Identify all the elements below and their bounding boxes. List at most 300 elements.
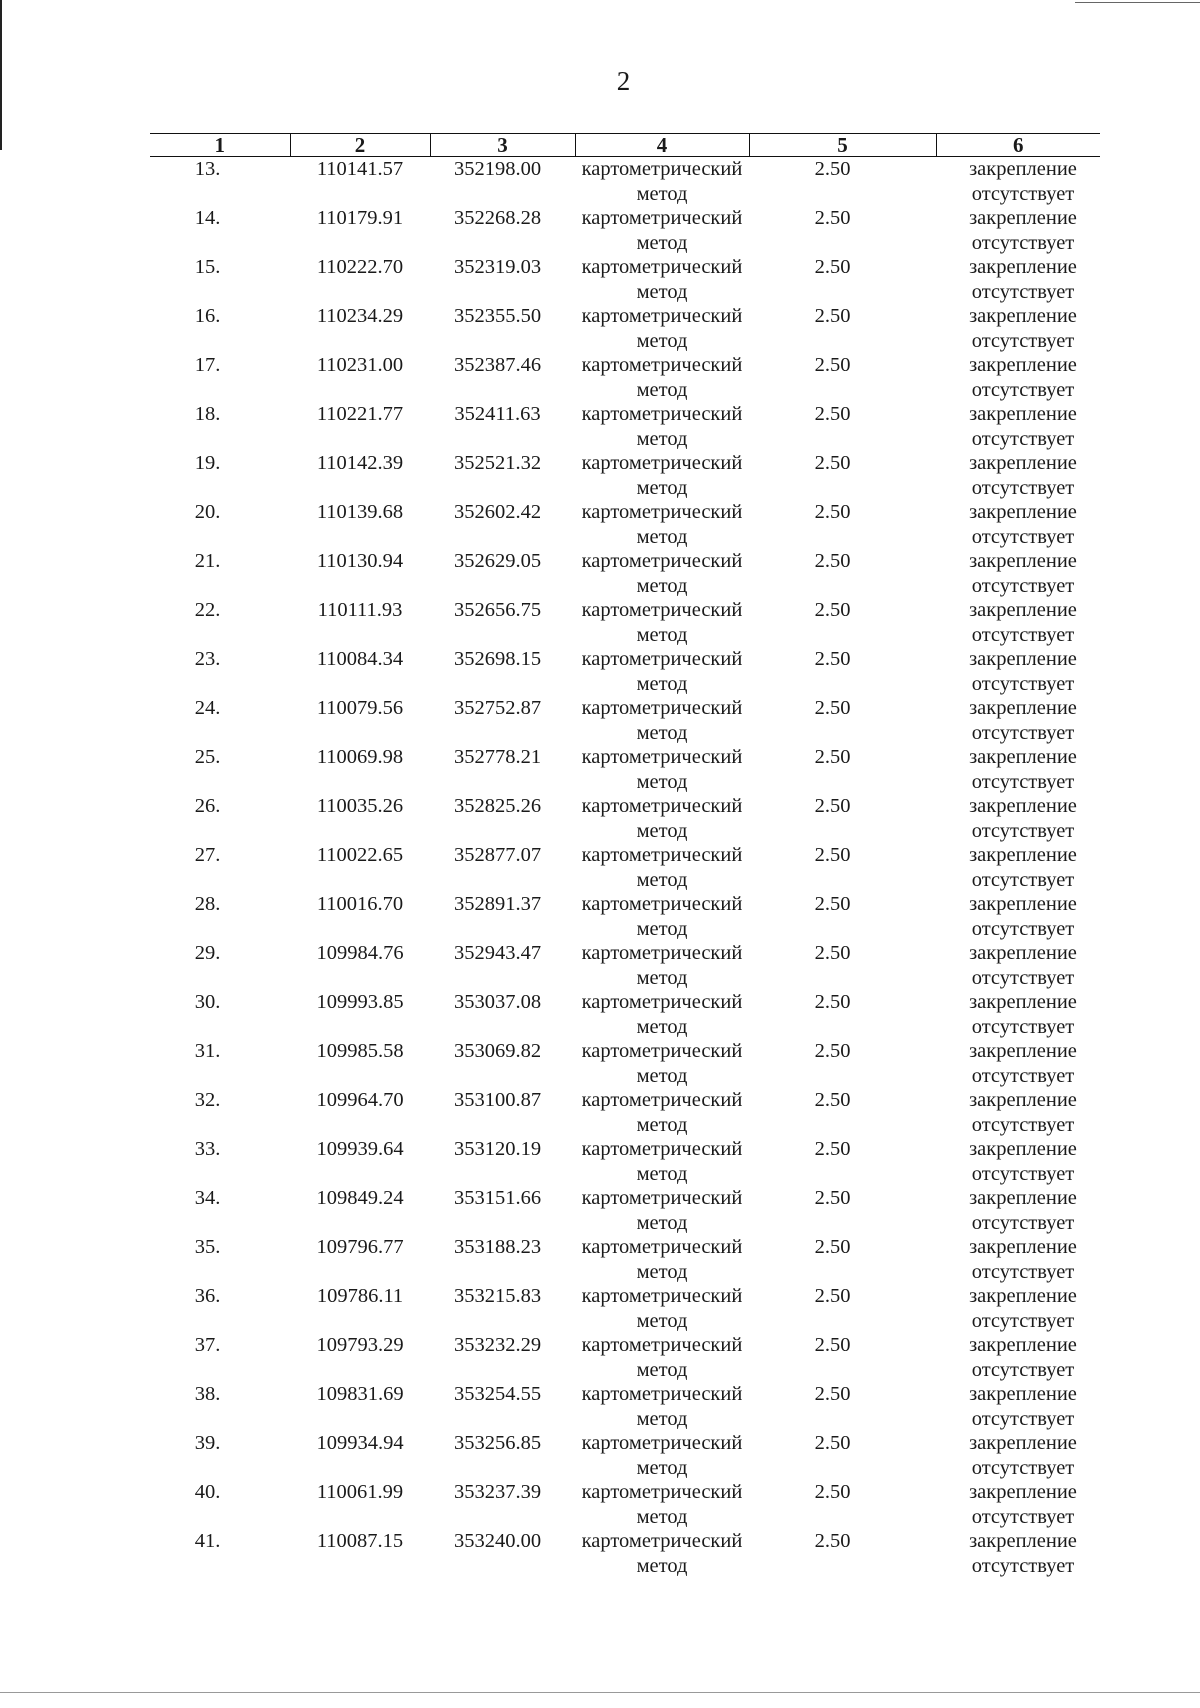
method-line-1: картометрический [581, 648, 743, 670]
accuracy-value: 2.50 [814, 1187, 851, 1209]
table-row [150, 941, 1100, 990]
coord-y: 353188.23 [453, 1236, 542, 1258]
coord-y: 352602.42 [453, 501, 542, 523]
coord-y: 353120.19 [453, 1138, 542, 1160]
coord-x: 110179.91 [316, 207, 404, 229]
accuracy-value: 2.50 [814, 648, 851, 670]
method-line-1: картометрический [581, 403, 743, 425]
method-cell [575, 1235, 749, 1284]
point-number: 37. [194, 1334, 221, 1356]
fixation-cell [936, 402, 1100, 451]
method-line-1: картометрический [581, 207, 743, 229]
fixation-line-2: отсутствует [971, 1309, 1075, 1332]
fixation-line-2: отсутствует [971, 378, 1075, 401]
header-col-2: 2 [290, 134, 430, 157]
coord-x: 109796.77 [316, 1236, 404, 1258]
fixation-line-1: закрепление [969, 1334, 1077, 1356]
table-row [150, 255, 1100, 304]
accuracy-value: 2.50 [814, 207, 851, 229]
fixation-cell [936, 304, 1100, 353]
point-number: 17. [194, 354, 221, 376]
coord-x: 110231.00 [316, 354, 404, 376]
method-line-1: картометрический [581, 697, 743, 719]
fixation-line-2: отсутствует [971, 770, 1075, 793]
point-number: 27. [194, 844, 221, 866]
coord-x: 109993.85 [316, 991, 404, 1013]
table-row [150, 157, 1100, 207]
method-cell [575, 794, 749, 843]
coord-y: 353254.55 [453, 1383, 542, 1405]
coord-x: 109786.11 [316, 1285, 404, 1307]
page-number: 2 [616, 66, 631, 96]
scan-edge-top [1075, 2, 1200, 3]
fixation-cell [936, 255, 1100, 304]
method-cell [575, 1529, 749, 1578]
fixation-line-1: закрепление [969, 1089, 1077, 1111]
coord-x: 110087.15 [316, 1530, 404, 1552]
fixation-cell [936, 1431, 1100, 1480]
fixation-cell [936, 500, 1100, 549]
coord-x: 109964.70 [316, 1089, 404, 1111]
accuracy-value: 2.50 [814, 1040, 851, 1062]
table-row [150, 1088, 1100, 1137]
method-line-1: картометрический [581, 158, 743, 180]
method-line-2: метод [636, 1113, 688, 1136]
point-number: 30. [194, 991, 221, 1013]
fixation-line-2: отсутствует [971, 427, 1075, 450]
fixation-line-2: отсутствует [971, 231, 1075, 254]
fixation-cell [936, 1480, 1100, 1529]
fixation-line-1: закрепление [969, 795, 1077, 817]
table-row [150, 304, 1100, 353]
method-line-2: метод [636, 476, 688, 499]
accuracy-value: 2.50 [814, 305, 851, 327]
method-cell [575, 1431, 749, 1480]
point-number: 31. [194, 1040, 221, 1062]
coord-y: 352355.50 [453, 305, 542, 327]
point-number: 25. [194, 746, 221, 768]
accuracy-value: 2.50 [814, 550, 851, 572]
method-line-2: метод [636, 623, 688, 646]
accuracy-value: 2.50 [814, 1334, 851, 1356]
fixation-cell [936, 157, 1100, 207]
fixation-line-1: закрепление [969, 1187, 1077, 1209]
method-cell [575, 1137, 749, 1186]
accuracy-value: 2.50 [814, 403, 851, 425]
fixation-cell [936, 1088, 1100, 1137]
fixation-line-2: отсутствует [971, 525, 1075, 548]
fixation-line-2: отсутствует [971, 1358, 1075, 1381]
accuracy-value: 2.50 [814, 1481, 851, 1503]
fixation-line-1: закрепление [969, 1138, 1077, 1160]
method-line-2: метод [636, 231, 688, 254]
coord-y: 352319.03 [453, 256, 542, 278]
table-row [150, 990, 1100, 1039]
fixation-line-2: отсутствует [971, 868, 1075, 891]
method-cell [575, 647, 749, 696]
method-line-2: метод [636, 280, 688, 303]
point-number: 41. [194, 1530, 221, 1552]
method-line-2: метод [636, 427, 688, 450]
fixation-cell [936, 1039, 1100, 1088]
fixation-line-2: отсутствует [971, 1554, 1075, 1577]
fixation-line-1: закрепление [969, 1481, 1077, 1503]
method-line-2: метод [636, 1064, 688, 1087]
point-number: 28. [194, 893, 221, 915]
fixation-cell [936, 892, 1100, 941]
table-row [150, 1235, 1100, 1284]
fixation-line-1: закрепление [969, 746, 1077, 768]
point-number: 13. [194, 158, 221, 180]
fixation-line-2: отсутствует [971, 1456, 1075, 1479]
method-line-1: картометрический [581, 746, 743, 768]
accuracy-value: 2.50 [814, 1285, 851, 1307]
method-cell [575, 1186, 749, 1235]
fixation-line-2: отсутствует [971, 329, 1075, 352]
coord-x: 110069.98 [316, 746, 404, 768]
fixation-line-1: закрепление [969, 844, 1077, 866]
fixation-cell [936, 1284, 1100, 1333]
method-line-1: картометрический [581, 942, 743, 964]
fixation-line-2: отсутствует [971, 1505, 1075, 1528]
method-cell [575, 206, 749, 255]
method-line-1: картометрический [581, 795, 743, 817]
method-line-1: картометрический [581, 1383, 743, 1405]
method-line-1: картометрический [581, 991, 743, 1013]
method-line-2: метод [636, 1211, 688, 1234]
point-number: 39. [194, 1432, 221, 1454]
method-line-1: картометрический [581, 599, 743, 621]
method-line-2: метод [636, 1554, 688, 1577]
fixation-cell [936, 1333, 1100, 1382]
table-row [150, 353, 1100, 402]
fixation-cell [936, 941, 1100, 990]
point-number: 38. [194, 1383, 221, 1405]
coord-y: 352198.00 [453, 158, 542, 180]
coord-y: 353237.39 [453, 1481, 542, 1503]
accuracy-value: 2.50 [814, 844, 851, 866]
method-line-2: метод [636, 1309, 688, 1332]
coord-y: 352387.46 [453, 354, 542, 376]
method-line-2: метод [636, 574, 688, 597]
fixation-line-1: закрепление [969, 452, 1077, 474]
header-col-5: 5 [749, 134, 936, 157]
coord-y: 352411.63 [454, 403, 541, 425]
fixation-line-1: закрепление [969, 599, 1077, 621]
fixation-line-2: отсутствует [971, 1407, 1075, 1430]
point-number: 16. [194, 305, 221, 327]
fixation-line-1: закрепление [969, 403, 1077, 425]
coord-x: 110079.56 [316, 697, 404, 719]
fixation-cell [936, 1137, 1100, 1186]
accuracy-value: 2.50 [814, 795, 851, 817]
fixation-cell [936, 696, 1100, 745]
accuracy-value: 2.50 [814, 158, 851, 180]
table-row [150, 794, 1100, 843]
header-col-3: 3 [430, 134, 575, 157]
coord-x: 110016.70 [316, 893, 404, 915]
accuracy-value: 2.50 [814, 746, 851, 768]
method-cell [575, 843, 749, 892]
coord-y: 352825.26 [453, 795, 542, 817]
table-row [150, 647, 1100, 696]
coord-y: 352943.47 [453, 942, 542, 964]
table-row [150, 598, 1100, 647]
point-number: 26. [194, 795, 221, 817]
fixation-line-2: отсутствует [971, 1064, 1075, 1087]
table-row [150, 1480, 1100, 1529]
fixation-line-2: отсутствует [971, 672, 1075, 695]
method-line-2: метод [636, 1015, 688, 1038]
method-line-2: метод [636, 917, 688, 940]
fixation-cell [936, 353, 1100, 402]
fixation-line-2: отсутствует [971, 1113, 1075, 1136]
fixation-line-1: закрепление [969, 305, 1077, 327]
fixation-line-1: закрепление [969, 501, 1077, 523]
coord-x: 109985.58 [316, 1040, 404, 1062]
method-cell [575, 1039, 749, 1088]
coord-x: 110061.99 [316, 1481, 404, 1503]
scan-edge-bottom [0, 1692, 1200, 1693]
coord-x: 110142.39 [316, 452, 404, 474]
fixation-cell [936, 598, 1100, 647]
accuracy-value: 2.50 [814, 1530, 851, 1552]
accuracy-value: 2.50 [814, 354, 851, 376]
fixation-line-1: закрепление [969, 1530, 1077, 1552]
method-line-2: метод [636, 770, 688, 793]
method-line-1: картометрический [581, 354, 743, 376]
fixation-cell [936, 843, 1100, 892]
table-row [150, 1186, 1100, 1235]
coord-x: 109849.24 [316, 1187, 404, 1209]
coord-x: 110111.93 [317, 599, 403, 621]
table-row [150, 500, 1100, 549]
point-number: 14. [194, 207, 221, 229]
method-cell [575, 255, 749, 304]
fixation-line-2: отсутствует [971, 1211, 1075, 1234]
method-cell [575, 1382, 749, 1431]
method-line-1: картометрический [581, 550, 743, 572]
coord-y: 352521.32 [453, 452, 542, 474]
fixation-cell [936, 1186, 1100, 1235]
accuracy-value: 2.50 [814, 697, 851, 719]
method-cell [575, 1088, 749, 1137]
table-row [150, 1431, 1100, 1480]
method-cell [575, 157, 749, 207]
table-row [150, 549, 1100, 598]
coord-y: 352656.75 [453, 599, 542, 621]
fixation-cell [936, 549, 1100, 598]
coord-y: 352268.28 [453, 207, 542, 229]
fixation-line-1: закрепление [969, 697, 1077, 719]
header-col-1: 1 [150, 134, 290, 157]
method-line-1: картометрический [581, 1040, 743, 1062]
method-line-1: картометрический [581, 893, 743, 915]
fixation-cell [936, 794, 1100, 843]
table-row [150, 1284, 1100, 1333]
fixation-line-1: закрепление [969, 1285, 1077, 1307]
coordinates-table [150, 133, 1100, 1578]
table-row [150, 451, 1100, 500]
fixation-line-1: закрепление [969, 1432, 1077, 1454]
point-number: 36. [194, 1285, 221, 1307]
header-row [150, 134, 1100, 157]
accuracy-value: 2.50 [814, 1089, 851, 1111]
coord-x: 109831.69 [316, 1383, 404, 1405]
table-row [150, 402, 1100, 451]
method-line-2: метод [636, 1407, 688, 1430]
accuracy-value: 2.50 [814, 1432, 851, 1454]
fixation-line-1: закрепление [969, 648, 1077, 670]
coord-x: 109984.76 [316, 942, 404, 964]
table-row [150, 206, 1100, 255]
point-number: 33. [194, 1138, 221, 1160]
fixation-line-1: закрепление [969, 256, 1077, 278]
method-line-1: картометрический [581, 844, 743, 866]
method-line-1: картометрический [581, 1187, 743, 1209]
point-number: 22. [194, 599, 221, 621]
coord-y: 352698.15 [453, 648, 542, 670]
coord-y: 353240.00 [453, 1530, 542, 1552]
method-line-2: метод [636, 182, 688, 205]
method-line-1: картометрический [581, 1334, 743, 1356]
accuracy-value: 2.50 [814, 1383, 851, 1405]
method-line-2: метод [636, 1260, 688, 1283]
accuracy-value: 2.50 [814, 991, 851, 1013]
fixation-cell [936, 1529, 1100, 1578]
fixation-line-1: закрепление [969, 1236, 1077, 1258]
fixation-line-2: отсутствует [971, 280, 1075, 303]
method-line-1: картометрический [581, 452, 743, 474]
fixation-line-2: отсутствует [971, 1162, 1075, 1185]
point-number: 21. [194, 550, 221, 572]
method-cell [575, 892, 749, 941]
fixation-line-2: отсутствует [971, 721, 1075, 744]
table-row [150, 696, 1100, 745]
method-line-2: метод [636, 1358, 688, 1381]
fixation-cell [936, 451, 1100, 500]
method-cell [575, 1284, 749, 1333]
fixation-line-2: отсутствует [971, 476, 1075, 499]
coord-x: 110221.77 [316, 403, 404, 425]
header-col-6: 6 [936, 134, 1100, 157]
coord-x: 110035.26 [316, 795, 404, 817]
method-line-2: метод [636, 1456, 688, 1479]
point-number: 19. [194, 452, 221, 474]
accuracy-value: 2.50 [814, 893, 851, 915]
fixation-cell [936, 745, 1100, 794]
fixation-line-1: закрепление [969, 158, 1077, 180]
method-line-2: метод [636, 1162, 688, 1185]
point-number: 35. [194, 1236, 221, 1258]
accuracy-value: 2.50 [814, 1236, 851, 1258]
table-row [150, 1137, 1100, 1186]
fixation-line-1: закрепление [969, 1383, 1077, 1405]
coord-x: 110234.29 [316, 305, 404, 327]
method-cell [575, 451, 749, 500]
coord-y: 352752.87 [453, 697, 542, 719]
method-line-1: картометрический [581, 1481, 743, 1503]
method-line-2: метод [636, 378, 688, 401]
fixation-line-2: отсутствует [971, 917, 1075, 940]
method-cell [575, 696, 749, 745]
table-body [150, 157, 1100, 1579]
coord-x: 110022.65 [316, 844, 404, 866]
table-row [150, 1333, 1100, 1382]
fixation-line-1: закрепление [969, 354, 1077, 376]
coord-y: 353100.87 [453, 1089, 542, 1111]
method-cell [575, 500, 749, 549]
method-cell [575, 304, 749, 353]
method-line-2: метод [636, 1505, 688, 1528]
point-number: 18. [194, 403, 221, 425]
method-cell [575, 990, 749, 1039]
point-number: 40. [194, 1481, 221, 1503]
method-line-2: метод [636, 525, 688, 548]
coord-y: 352891.37 [453, 893, 542, 915]
table-row [150, 843, 1100, 892]
method-line-1: картометрический [581, 1285, 743, 1307]
coord-y: 353256.85 [453, 1432, 542, 1454]
accuracy-value: 2.50 [814, 942, 851, 964]
fixation-line-1: закрепление [969, 942, 1077, 964]
method-line-1: картометрический [581, 1138, 743, 1160]
point-number: 20. [194, 501, 221, 523]
coord-y: 353069.82 [453, 1040, 542, 1062]
fixation-line-2: отсутствует [971, 1015, 1075, 1038]
accuracy-value: 2.50 [814, 452, 851, 474]
fixation-line-2: отсутствует [971, 1260, 1075, 1283]
fixation-line-2: отсутствует [971, 182, 1075, 205]
method-cell [575, 1480, 749, 1529]
fixation-line-2: отсутствует [971, 966, 1075, 989]
fixation-cell [936, 647, 1100, 696]
fixation-cell [936, 990, 1100, 1039]
fixation-line-1: закрепление [969, 207, 1077, 229]
method-cell [575, 402, 749, 451]
method-line-1: картометрический [581, 305, 743, 327]
fixation-line-1: закрепление [969, 893, 1077, 915]
header-col-4: 4 [575, 134, 749, 157]
coord-x: 110222.70 [316, 256, 404, 278]
method-line-2: метод [636, 819, 688, 842]
table-header [150, 134, 1100, 157]
accuracy-value: 2.50 [814, 501, 851, 523]
accuracy-value: 2.50 [814, 1138, 851, 1160]
fixation-line-2: отсутствует [971, 819, 1075, 842]
table-row [150, 892, 1100, 941]
fixation-cell [936, 206, 1100, 255]
point-number: 34. [194, 1187, 221, 1209]
method-cell [575, 353, 749, 402]
coord-x: 109793.29 [316, 1334, 404, 1356]
method-line-1: картометрический [581, 1089, 743, 1111]
method-cell [575, 549, 749, 598]
coord-x: 110139.68 [316, 501, 404, 523]
fixation-cell [936, 1382, 1100, 1431]
method-line-1: картометрический [581, 1530, 743, 1552]
method-line-2: метод [636, 966, 688, 989]
point-number: 24. [194, 697, 221, 719]
accuracy-value: 2.50 [814, 599, 851, 621]
method-line-2: метод [636, 672, 688, 695]
method-cell [575, 941, 749, 990]
method-cell [575, 745, 749, 794]
coord-y: 353232.29 [453, 1334, 542, 1356]
coord-y: 352629.05 [453, 550, 542, 572]
table-row [150, 1382, 1100, 1431]
fixation-line-1: закрепление [969, 550, 1077, 572]
